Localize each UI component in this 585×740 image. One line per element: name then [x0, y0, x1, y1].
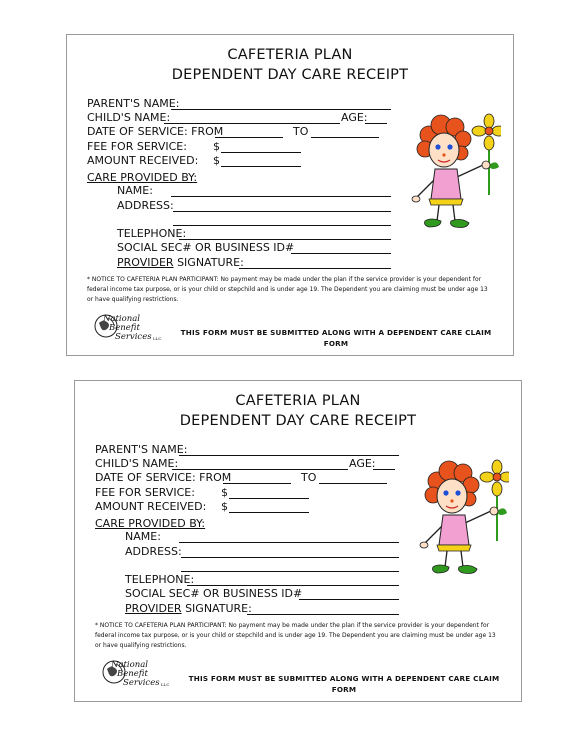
logo-line-benefit: Benefit — [117, 669, 148, 679]
age-label: AGE: — [341, 111, 368, 124]
childs-name-label: CHILD'S NAME: — [95, 457, 179, 470]
provider-signature-label — [125, 602, 252, 615]
fee-dollar-sign: $ — [221, 486, 228, 499]
signature-word: SIGNATURE: — [173, 256, 244, 269]
provider-address-field-2[interactable] — [173, 225, 391, 226]
amount-dollar-sign: $ — [221, 500, 228, 513]
provider-word: PROVIDER — [125, 602, 182, 615]
date-to-field[interactable] — [311, 137, 379, 138]
provider-name-field[interactable] — [171, 196, 391, 197]
provider-signature-label — [117, 256, 244, 269]
provider-address-field-1[interactable] — [173, 211, 391, 212]
parents-name-field[interactable] — [179, 455, 399, 456]
logo-line-services: Services — [123, 678, 160, 688]
social-sec-label: SOCIAL SEC# OR BUSINESS ID# — [117, 241, 295, 254]
footer-line-1: THIS FORM MUST BE SUBMITTED ALONG WITH A DEPENDENT CARE CLAIM — [180, 328, 492, 337]
date-to-label: TO — [293, 125, 309, 138]
footer-instruction — [187, 673, 501, 695]
provider-address-label: ADDRESS: — [117, 199, 174, 212]
care-provided-by-label: CARE PROVIDED BY: — [95, 517, 206, 530]
date-from-field[interactable] — [223, 483, 291, 484]
amount-received-field[interactable] — [221, 166, 301, 167]
national-benefit-services-logo — [101, 657, 173, 693]
care-provided-by-label: CARE PROVIDED BY: — [87, 171, 198, 184]
date-of-service-from-label: DATE OF SERVICE: FROM — [95, 471, 232, 484]
provider-signature-field[interactable] — [239, 268, 391, 269]
age-field[interactable] — [365, 123, 387, 124]
amount-dollar-sign: $ — [213, 154, 220, 167]
logo-line-national: National — [111, 660, 149, 670]
signature-word: SIGNATURE: — [181, 602, 252, 615]
provider-name-field[interactable] — [179, 542, 399, 543]
notice-text: * NOTICE TO CAFETERIA PLAN PARTICIPANT: No payment may be made under the plan if the service provider is your dependent for federal income tax purpose, or is your child or stepchild and is under age 19. The Dependent you are claiming must be under age 13 or have qualifying restrictions. — [95, 622, 496, 649]
provider-telephone-field[interactable] — [187, 585, 399, 586]
provider-address-field-2[interactable] — [181, 571, 399, 572]
childs-name-field[interactable] — [172, 469, 348, 470]
childs-name-label: CHILD'S NAME: — [87, 111, 171, 124]
social-sec-field[interactable] — [299, 599, 399, 600]
title-dependent-day-care-receipt: DEPENDENT DAY CARE RECEIPT — [171, 67, 409, 83]
flower-icon — [480, 460, 509, 496]
girl-with-flower-illustration — [411, 113, 501, 245]
social-sec-label: SOCIAL SEC# OR BUSINESS ID# — [125, 587, 303, 600]
age-field[interactable] — [373, 469, 395, 470]
provider-telephone-field[interactable] — [179, 239, 391, 240]
logo-llc: LLC — [153, 336, 162, 341]
social-sec-field[interactable] — [291, 253, 391, 254]
national-benefit-services-logo — [93, 311, 165, 347]
logo-line-benefit: Benefit — [109, 323, 140, 333]
logo-line-national: National — [103, 314, 141, 324]
footer-line-2: FORM — [331, 685, 357, 694]
amount-received-field[interactable] — [229, 512, 309, 513]
date-from-field[interactable] — [215, 137, 283, 138]
fee-dollar-sign: $ — [213, 140, 220, 153]
receipt-2 — [74, 380, 522, 702]
provider-name-label: NAME: — [125, 530, 161, 543]
title-cafeteria-plan: CAFETERIA PLAN — [227, 47, 353, 63]
footer-line-2: FORM — [323, 339, 349, 348]
title-cafeteria-plan: CAFETERIA PLAN — [235, 393, 361, 409]
age-label: AGE: — [349, 457, 376, 470]
parents-name-field[interactable] — [171, 109, 391, 110]
notice-text: * NOTICE TO CAFETERIA PLAN PARTICIPANT: No payment may be made under the plan if the service provider is your dependent for federal income tax purpose, or is your child or stepchild and is under age 19. The Dependent you are claiming must be under age 13 or have qualifying restrictions. — [87, 276, 488, 303]
footer-instruction — [179, 327, 493, 349]
fee-for-service-field[interactable] — [221, 152, 301, 153]
date-to-label: TO — [301, 471, 317, 484]
amount-received-label: AMOUNT RECEIVED: — [87, 154, 199, 167]
fee-for-service-label: FEE FOR SERVICE: — [87, 140, 187, 153]
fee-for-service-label: FEE FOR SERVICE: — [95, 486, 195, 499]
logo-line-services: Services — [115, 332, 152, 342]
title-dependent-day-care-receipt: DEPENDENT DAY CARE RECEIPT — [179, 413, 417, 429]
provider-address-field-1[interactable] — [181, 557, 399, 558]
parents-name-label: PARENT'S NAME: — [95, 443, 188, 456]
flower-icon — [472, 114, 501, 150]
provider-signature-field[interactable] — [247, 614, 399, 615]
footer-line-1: THIS FORM MUST BE SUBMITTED ALONG WITH A DEPENDENT CARE CLAIM — [188, 674, 500, 683]
parents-name-label: PARENT'S NAME: — [87, 97, 180, 110]
receipt-1 — [66, 34, 514, 356]
date-to-field[interactable] — [319, 483, 387, 484]
logo-llc: LLC — [161, 682, 170, 687]
provider-name-label: NAME: — [117, 184, 153, 197]
amount-received-label: AMOUNT RECEIVED: — [95, 500, 207, 513]
girl-with-flower-illustration — [419, 459, 509, 591]
date-of-service-from-label: DATE OF SERVICE: FROM — [87, 125, 224, 138]
provider-telephone-label: TELEPHONE: — [117, 227, 187, 240]
provider-address-label: ADDRESS: — [125, 545, 182, 558]
fee-for-service-field[interactable] — [229, 498, 309, 499]
provider-telephone-label: TELEPHONE: — [125, 573, 195, 586]
provider-word: PROVIDER — [117, 256, 174, 269]
childs-name-field[interactable] — [164, 123, 340, 124]
